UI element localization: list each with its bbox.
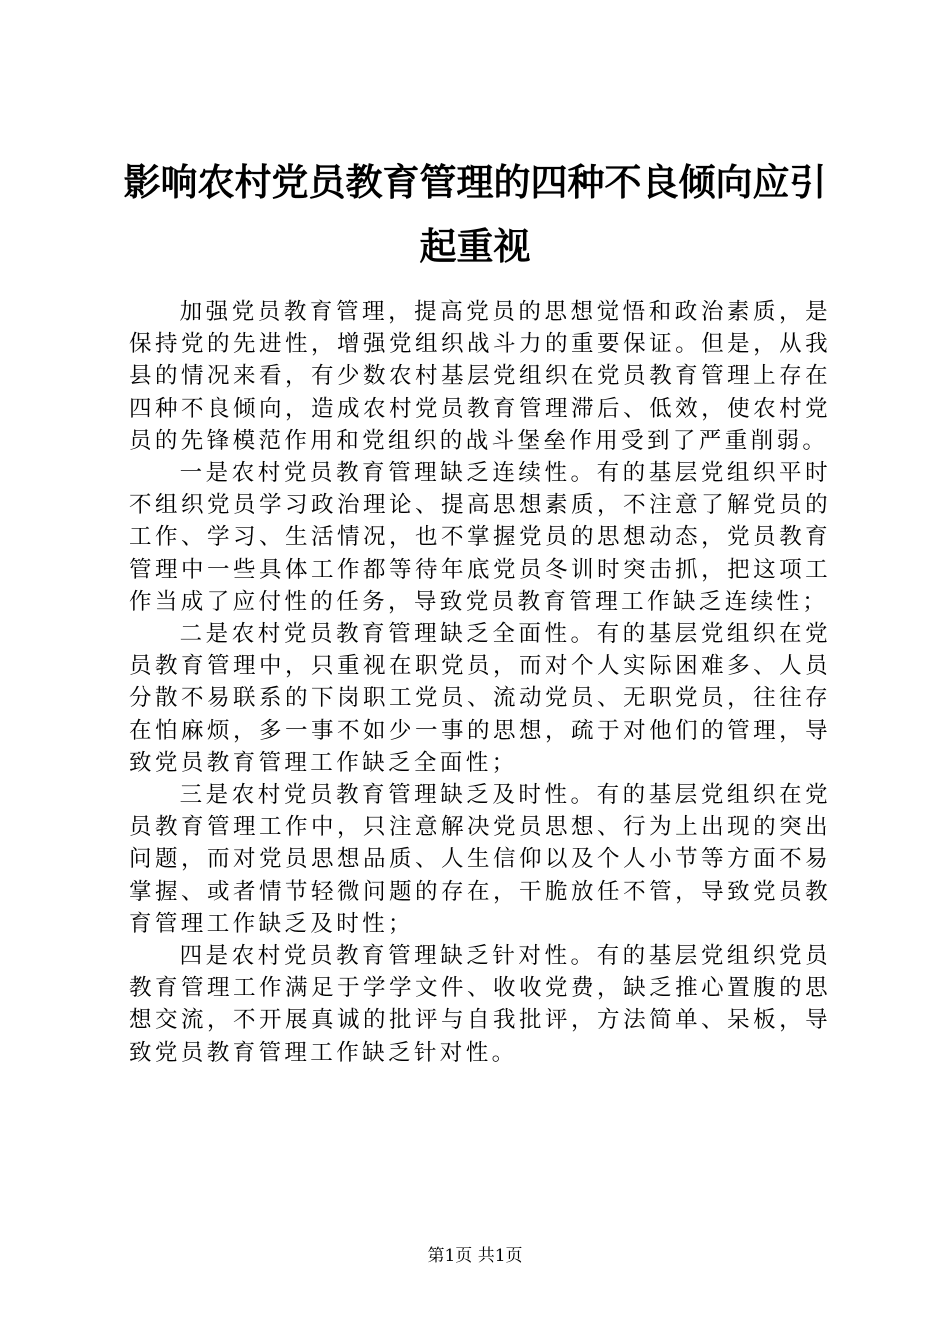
document-title: 影响农村党员教育管理的四种不良倾向应引起重视: [123, 160, 827, 268]
page-number-footer: 第1页 共1页: [427, 1246, 523, 1266]
paragraph-point-2: 二是农村党员教育管理缺乏全面性。有的基层党组织在党员教育管理中，只重视在职党员，而对个人实际困难多、人员分散不易联系的下岗职工党员、流动党员、无职党员，往往存在怕麻烦，多一事不如少一事的思想，疏于对他们的管理，导致党员教育管理工作缺乏全面性；: [129, 621, 831, 776]
document-body: [129, 296, 831, 1069]
paragraph-point-3: 三是农村党员教育管理缺乏及时性。有的基层党组织在党员教育管理工作中，只注意解决党员思想、行为上出现的突出问题，而对党员思想品质、人生信仰以及个人小节等方面不易掌握、或者情节轻微问题的存在，干脆放任不管，导致党员教育管理工作缺乏及时性；: [129, 782, 831, 937]
paragraph-point-4: 四是农村党员教育管理缺乏针对性。有的基层党组织党员教育管理工作满足于学学文件、收收党费，缺乏推心置腹的思想交流，不开展真诚的批评与自我批评，方法简单、呆板，导致党员教育管理工作缺乏针对性。: [129, 943, 831, 1066]
paragraph-point-1: 一是农村党员教育管理缺乏连续性。有的基层党组织平时不组织党员学习政治理论、提高思想素质，不注意了解党员的工作、学习、生活情况，也不掌握党员的思想动态，党员教育管理中一些具体工作都等待年底党员冬训时突击抓，把这项工作当成了应付性的任务，导致党员教育管理工作缺乏连续性；: [129, 460, 831, 615]
paragraph-intro: 加强党员教育管理，提高党员的思想觉悟和政治素质，是保持党的先进性，增强党组织战斗力的重要保证。但是，从我县的情况来看，有少数农村基层党组织在党员教育管理上存在四种不良倾向，造成农村党员教育管理滞后、低效，使农村党员的先锋模范作用和党组织的战斗堡垒作用受到了严重削弱。: [129, 299, 831, 454]
